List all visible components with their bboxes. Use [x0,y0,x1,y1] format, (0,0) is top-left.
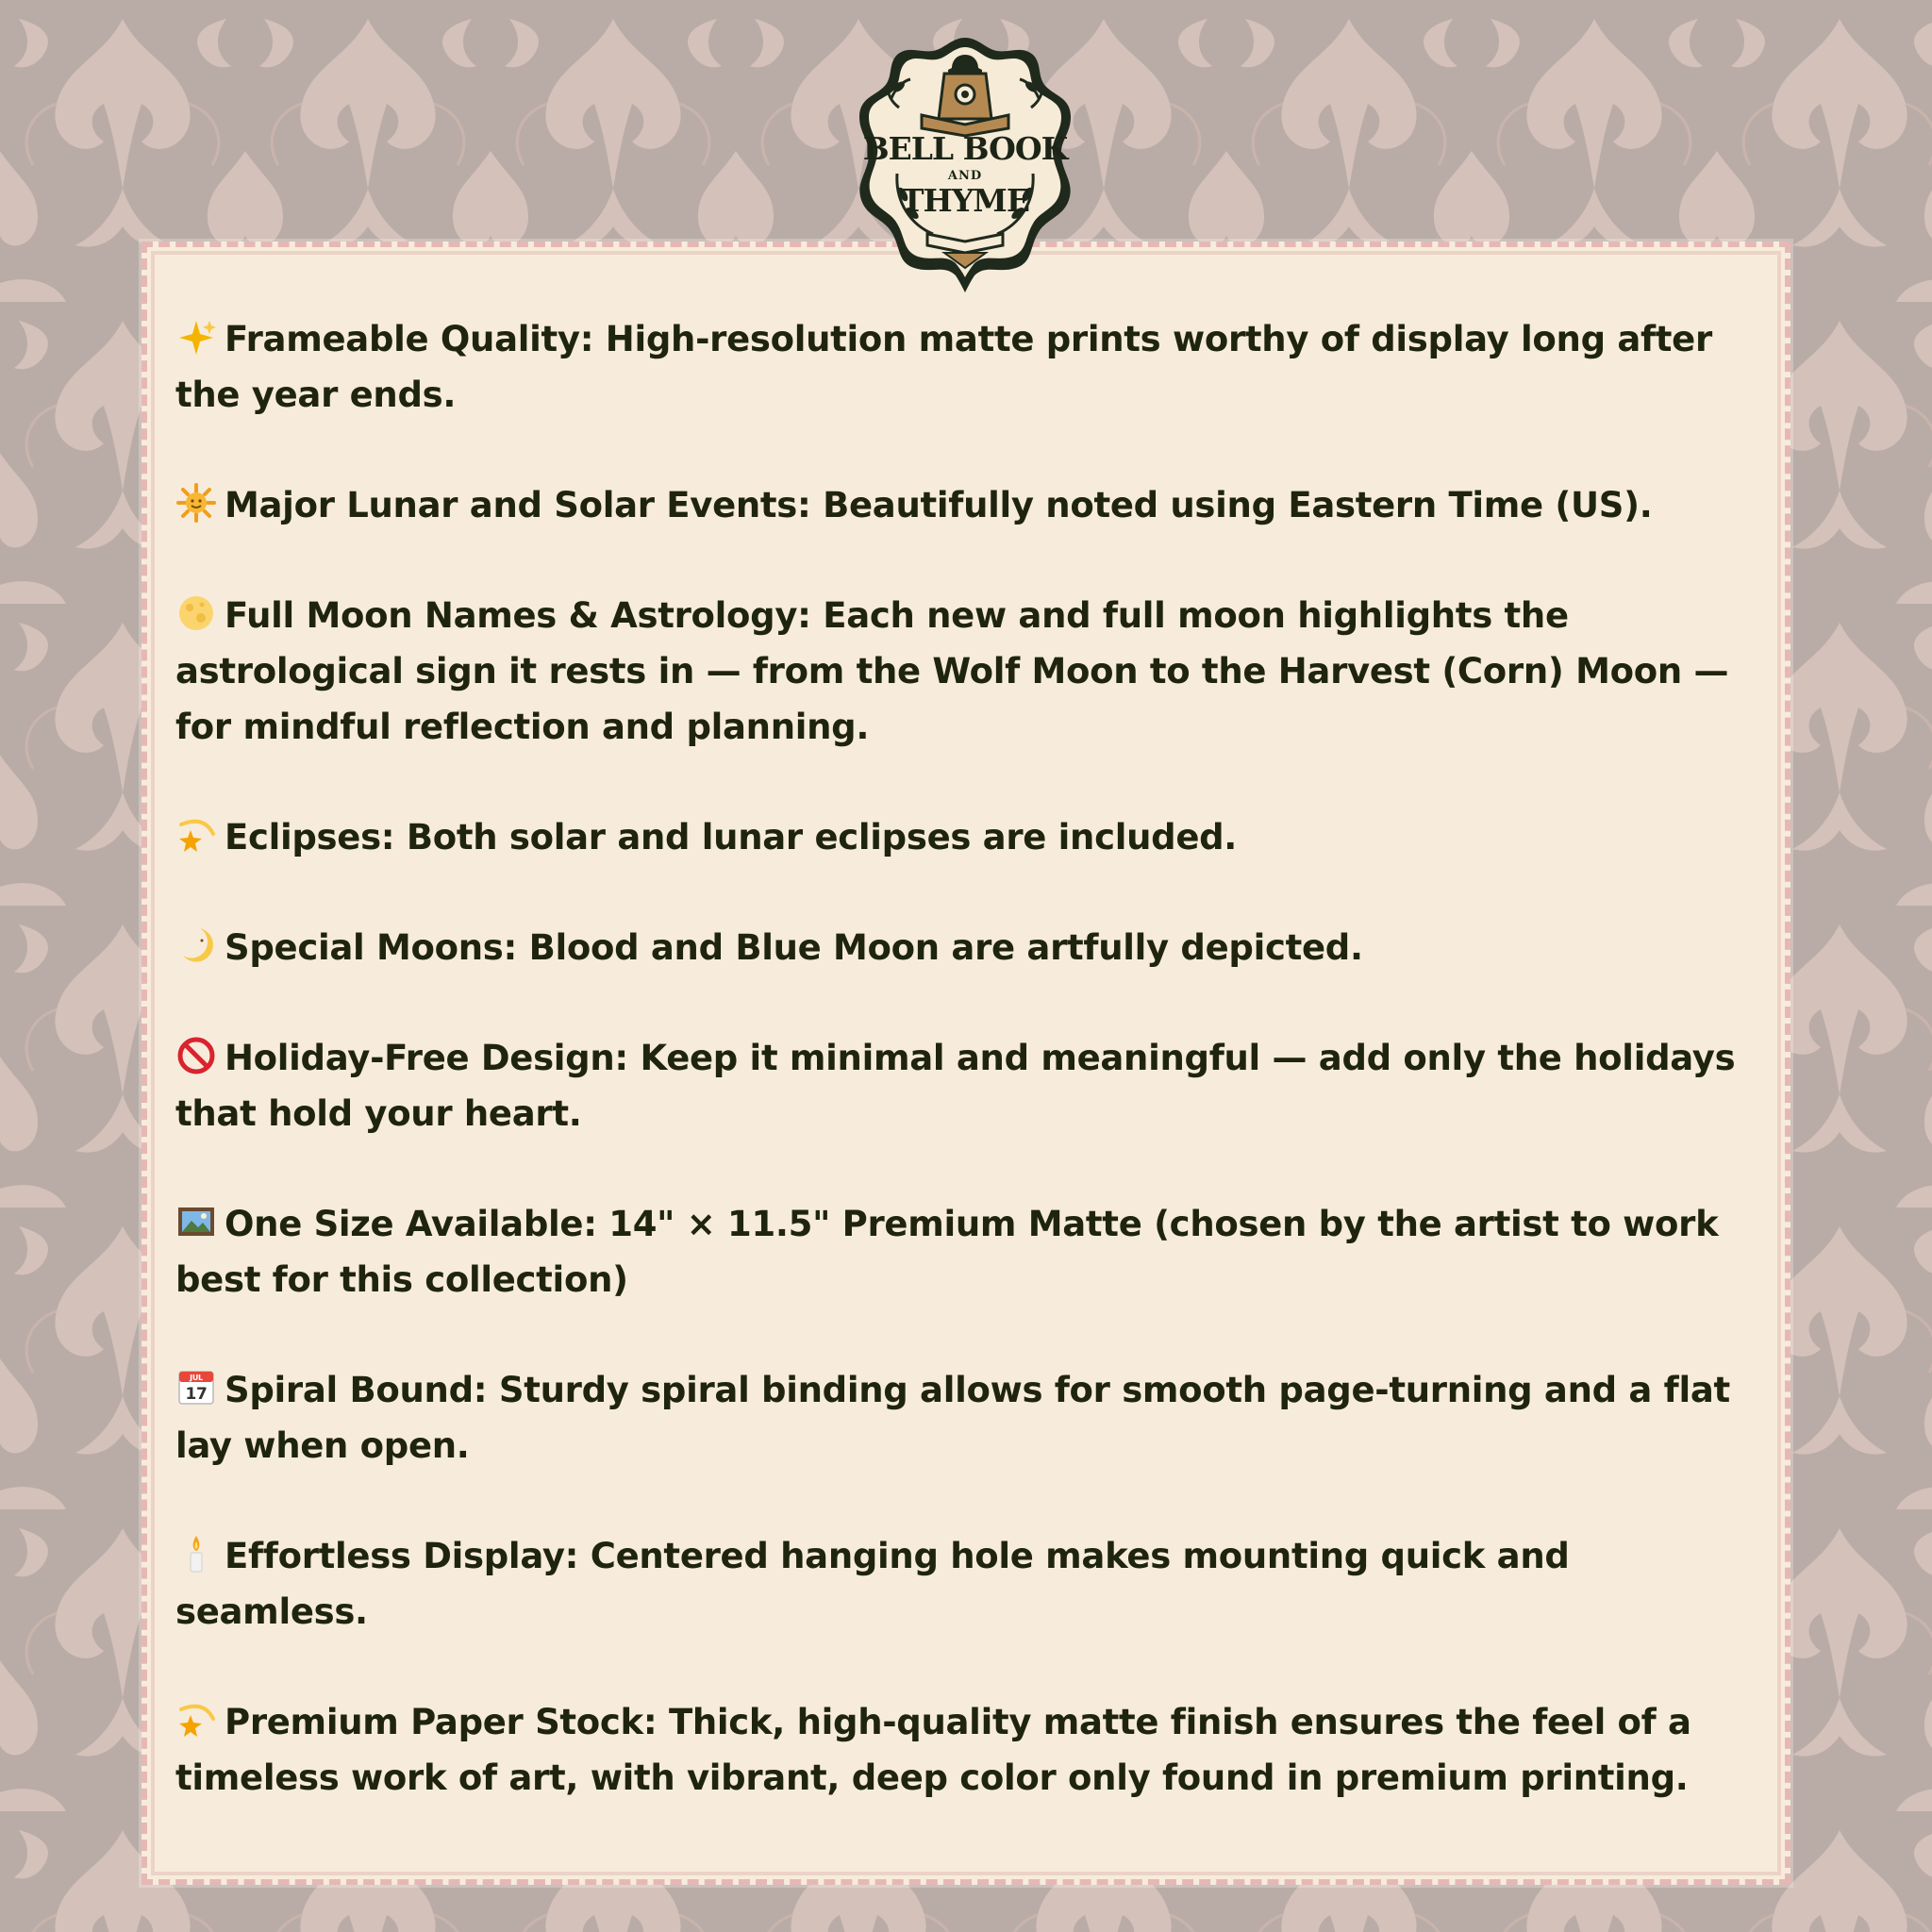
feature-text: One Size Available: 14" × 11.5" Premium Matte (chosen by the artist to work best for this collection) [175,1204,1719,1300]
prohibited-icon [175,1036,217,1075]
feature-text: Frameable Quality: High-resolution matte prints worthy of display long after the year ends. [175,319,1712,415]
crescent-moon-icon [175,925,217,965]
feature-text: Major Lunar and Solar Events: Beautifully noted using Eastern Time (US). [225,485,1653,525]
feature-item [175,1694,1760,1806]
feature-item [175,1196,1760,1307]
brand-name-line-1: BELL BOOK [862,130,1068,167]
sun-icon [175,483,217,523]
feature-item [175,920,1760,975]
feature-text: Effortless Display: Centered hanging hole makes mounting quick and seamless. [175,1536,1570,1632]
brand-logo [854,32,1076,294]
candle-icon [175,1534,217,1574]
brand-name-line-2: AND [947,169,983,183]
feature-text: Special Moons: Blood and Blue Moon are artfully depicted. [225,927,1363,968]
feature-item [175,477,1760,533]
feature-text: Spiral Bound: Sturdy spiral binding allows for smooth page-turning and a flat lay when open. [175,1370,1730,1466]
feature-text: Holiday-Free Design: Keep it minimal and meaningful — add only the holidays that hold your heart. [175,1038,1736,1134]
dizzy-star-icon [175,1700,217,1740]
feature-text: Eclipses: Both solar and lunar eclipses are included. [225,817,1238,858]
dizzy-star-icon [175,815,217,855]
calendar-month: JUL [190,1374,203,1382]
feature-text: Full Moon Names & Astrology: Each new and full moon highlights the astrological sign it rests in — from the Wolf Moon to the Harvest (Corn) Moon — for mindful reflection and planning. [175,595,1729,747]
full-moon-icon [175,593,217,633]
feature-item [175,588,1760,755]
feature-item [175,809,1760,865]
feature-item [175,1030,1760,1141]
feature-text: Premium Paper Stock: Thick, high-quality matte finish ensures the feel of a timeless work of art, with vibrant, deep color only found in premium printing. [175,1702,1691,1798]
feature-item [175,311,1760,423]
feature-item [175,1362,1760,1474]
brand-name-line-3: THYME [901,182,1029,219]
sparkles-icon [175,317,217,357]
feature-item [175,1528,1760,1640]
calendar-icon [175,1368,217,1407]
feature-list [175,311,1760,1860]
framed-picture-icon [175,1202,217,1241]
calendar-day: 17 [185,1385,208,1404]
